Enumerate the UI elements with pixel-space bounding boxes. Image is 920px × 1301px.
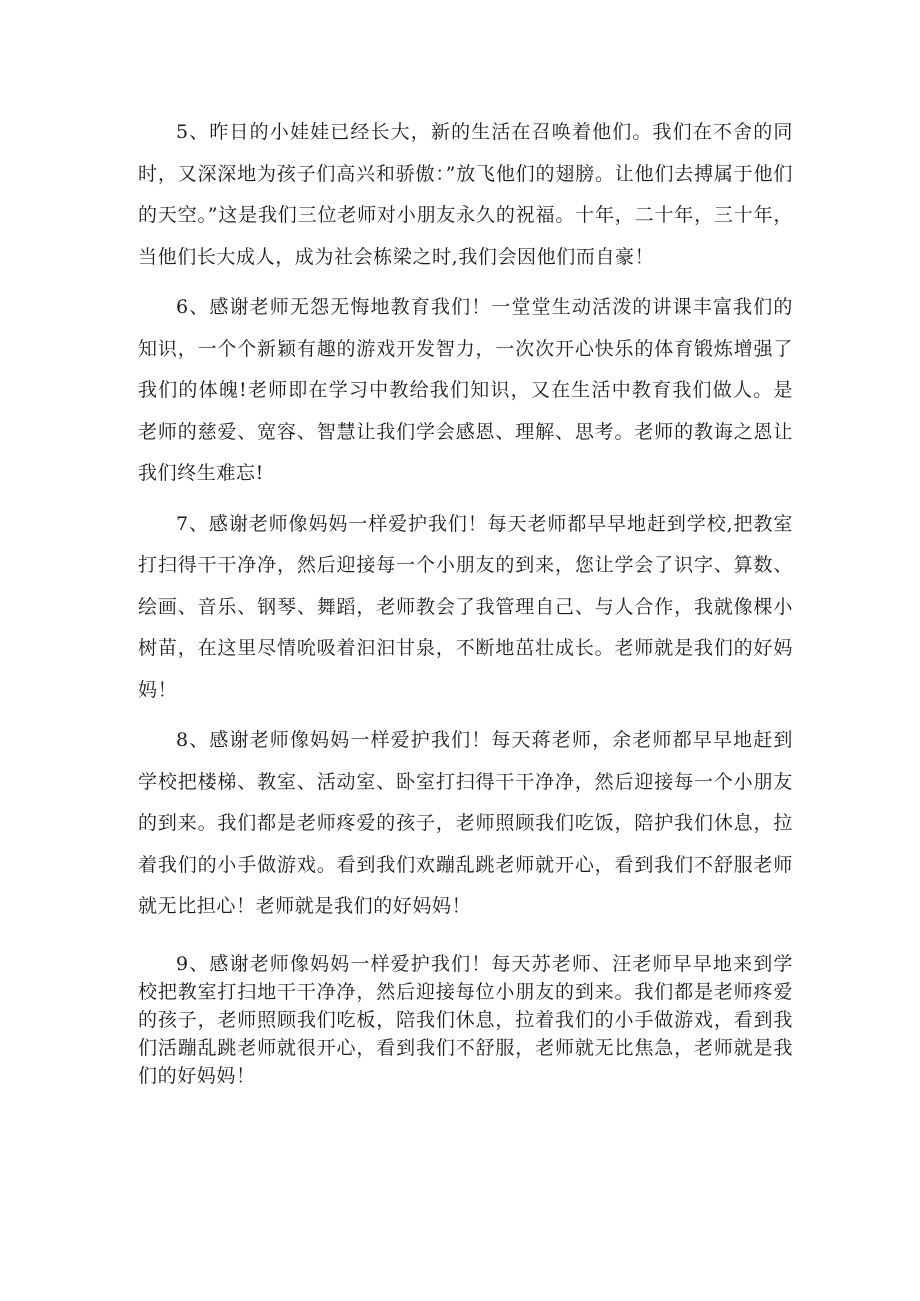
paragraph-7: 7、感谢老师像妈妈一样爱护我们！每天老师都早早地赶到学校,把教室打扫得干干净净，然后迎接每一个小朋友的到来，您让学会了识字、算数、绘画、音乐、钢琴、舞蹈，老师教会了我管理自己、与人合作，我就像棵小树苗，在这里尽情吮吸着汩汩甘泉，不断地茁壮成长。老师就是我们的好妈妈！ — [138, 512, 793, 701]
paragraph-5: 5、昨日的小娃娃已经长大，新的生活在召唤着他们。我们在不舍的同时，又深深地为孩子们高兴和骄傲：”放飞他们的翅膀。让他们去搏属于他们的天空。”这是我们三位老师对小朋友永久的祝福。十年，二十年，三十年，当他们长大成人，成为社会栋梁之时,我们会因他们而自豪！ — [138, 121, 793, 268]
paragraph-9: 9、感谢老师像妈妈一样爱护我们！每天苏老师、汪老师早早地来到学校把教室打扫地干干净净，然后迎接每位小朋友的到来。我们都是老师疼爱的孩子，老师照顾我们吃板，陪我们休息，拉着我们的小手做游戏，看到我们活蹦乱跳老师就很开心，看到我们不舒服，老师就无比焦急，老师就是我们的好妈妈！ — [138, 952, 793, 1087]
paragraph-6: 6、感谢老师无怨无悔地教育我们！一堂堂生动活泼的讲课丰富我们的知识，一个个新颖有趣的游戏开发智力，一次次开心快乐的体育锻炼增强了我们的体魄!老师即在学习中教给我们知识，又在生活中教育我们做人。是老师的慈爱、宽容、智慧让我们学会感恩、理解、思考。老师的教诲之恩让我们终生难忘! — [138, 296, 793, 484]
document-page — [138, 112, 793, 1090]
paragraph-8: 8、感谢老师像妈妈一样爱护我们！每天蒋老师，余老师都早早地赶到学校把楼梯、教室、活动室、卧室打扫得干干净净，然后迎接每一个小朋友的到来。我们都是老师疼爱的孩子，老师照顾我们吃饭，陪护我们休息，拉着我们的小手做游戏。看到我们欢蹦乱跳老师就开心，看到我们不舒服老师就无比担心！老师就是我们的好妈妈！ — [138, 729, 793, 917]
